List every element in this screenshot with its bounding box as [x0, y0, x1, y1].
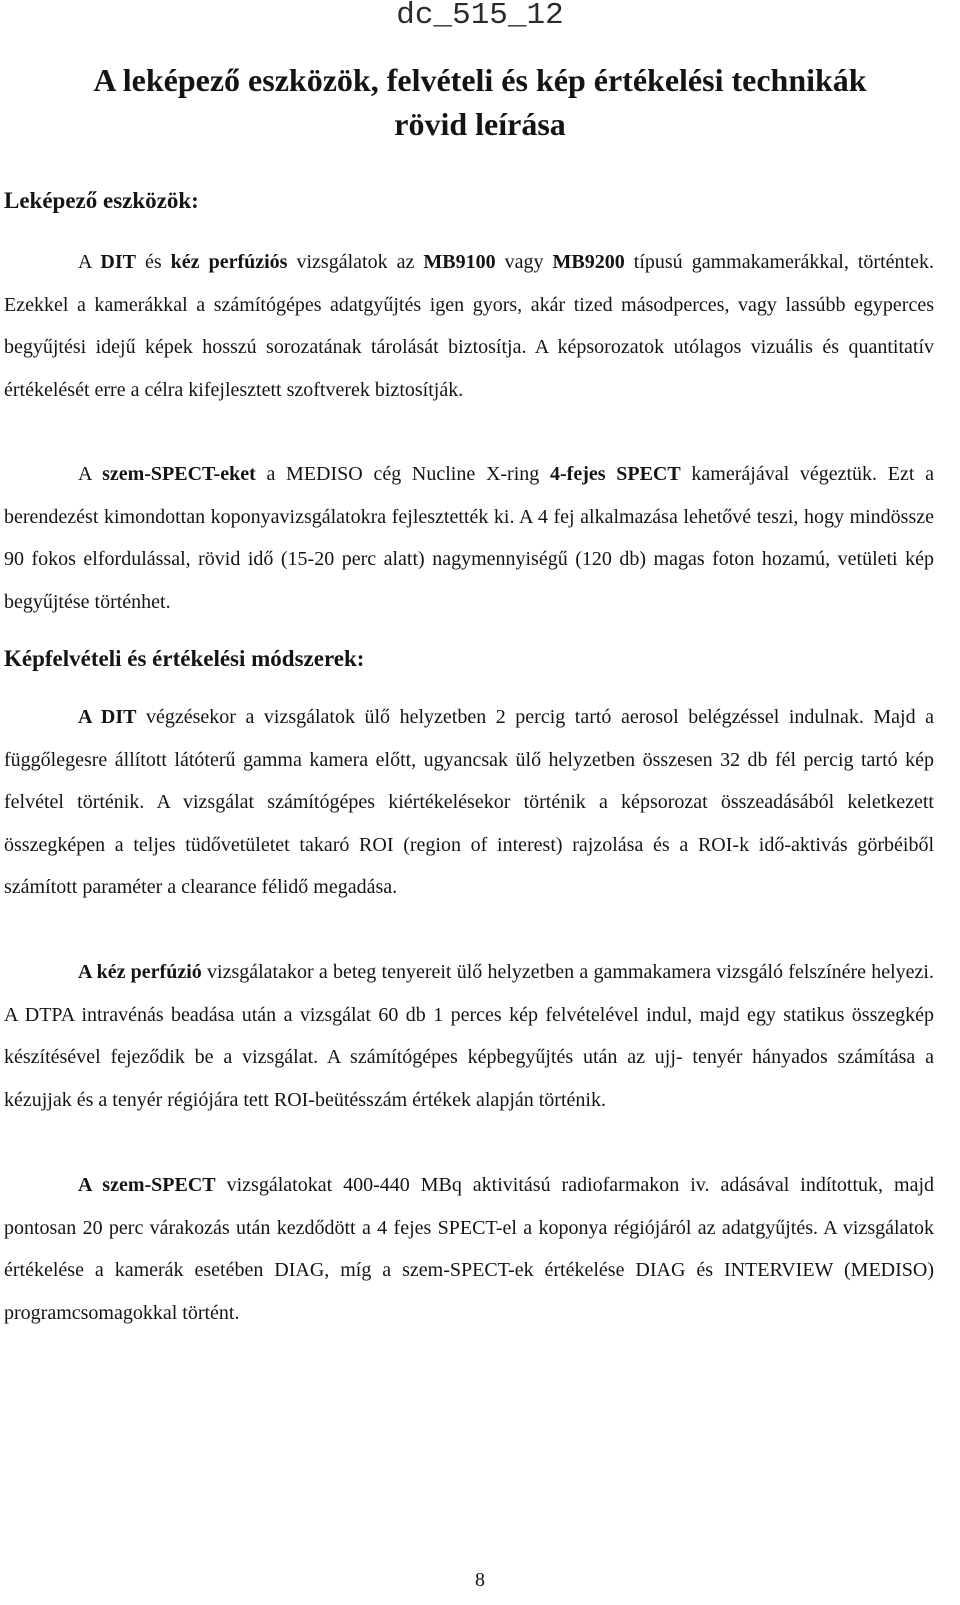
bold-term: A DIT [78, 706, 137, 728]
paragraph-text: vizsgálatok az [287, 251, 424, 273]
bold-term: A kéz perfúzió [78, 961, 202, 983]
paragraph-eye-spect [4, 1164, 934, 1334]
title-line-2: rövid leírása [394, 106, 566, 142]
paragraph-text: A [78, 251, 101, 273]
paragraph-text: vizsgálatakor a beteg tenyereit ülő helyzetben a gammakamera vizsgáló felszínére helyezi. A DTPA intravénás beadása után a vizsgálat 60 db 1 perces kép felvételével indul, majd egy statikus összegkép készítésével fejeződik be a vizsgálat. A számítógépes képbegyűjtés után az ujj- tenyér hányados számítása a kézujjak és a tenyér régiójára tett ROI-beütésszám értékek alapján történik. [4, 961, 934, 1111]
paragraph-hand-perfusion [4, 951, 934, 1121]
section-heading-methods: Képfelvételi és értékelési módszerek: [4, 646, 365, 671]
document-title [0, 58, 960, 146]
bold-term: kéz perfúziós [170, 251, 288, 273]
bold-term: 4-fejes SPECT [550, 463, 681, 485]
paragraph-text: a MEDISO cég Nucline X-ring [255, 463, 550, 485]
paragraph-text: és [135, 251, 171, 273]
paragraph-text: vagy [495, 251, 553, 273]
bold-term: A szem-SPECT [78, 1174, 216, 1196]
paragraph-spect-camera [4, 453, 934, 623]
page-identifier: dc_515_12 [396, 0, 564, 33]
paragraph-text: kamerájával végeztük. Ezt a berendezést kimondottan koponyavizsgálatokra fejlesztették ki. A 4 fej alkalmazása lehetővé teszi, hogy mindössze 90 fokos elfordulással, rövid idő (15-20 perc alatt) nagymennyiségű (120 db) magas foton hozamú, vetületi kép begyűjtése történhet. [4, 463, 935, 613]
bold-term: MB9200 [552, 251, 625, 273]
page-number: 8 [475, 1569, 485, 1591]
paragraph-text: végzésekor a vizsgálatok ülő helyzetben 2 percig tartó aerosol belégzéssel indulnak. Majd a függőlegesre állított látóterű gamma kamera előtt, ugyancsak ülő helyzetben összesen 32 db fél percig tartó kép felvétel történik. A vizsgálat számítógépes kiértékelésekor történik a képsorozat összeadásából keletkezett összegképen a teljes tüdővetületet takaró ROI (region of interest) rajzolása és a ROI-k idő-aktivás görbéiből számított paraméter a clearance félidő megadása. [4, 706, 935, 898]
paragraph-gamma-cameras [4, 241, 934, 411]
paragraph-text: A [78, 463, 103, 485]
bold-term: MB9100 [423, 251, 496, 273]
bold-term: DIT [100, 251, 136, 273]
section-heading-imaging-devices: Leképező eszközök: [4, 188, 199, 213]
paragraph-text: vizsgálatokat 400-440 MBq aktivitású radiofarmakon iv. adásával indítottuk, majd pontosan 20 perc várakozás után kezdődött a 4 fejes SPECT-el a koponya régiójáról az adatgyűjtés. A vizsgálatok értékelése a kamerák esetében DIAG, míg a szem-SPECT-ek értékelése DIAG és INTERVIEW (MEDISO) programcsomagokkal történt. [4, 1174, 934, 1324]
bold-term: szem-SPECT-eket [102, 463, 256, 485]
paragraph-dit-method [4, 696, 934, 909]
title-line-1: A leképező eszközök, felvételi és kép értékelési technikák [93, 62, 867, 98]
paragraph-text: típusú gammakamerákkal, történtek. Ezekkel a kamerákkal a számítógépes adatgyűjtés igen gyors, akár tized másodperces, vagy lassúbb egyperces begyűjtési idejű képek hosszú sorozatának tárolását biztosítja. A képsorozatok utólagos vizuális és quantitatív értékelését erre a célra kifejlesztett szoftverek biztosítják. [4, 251, 934, 401]
